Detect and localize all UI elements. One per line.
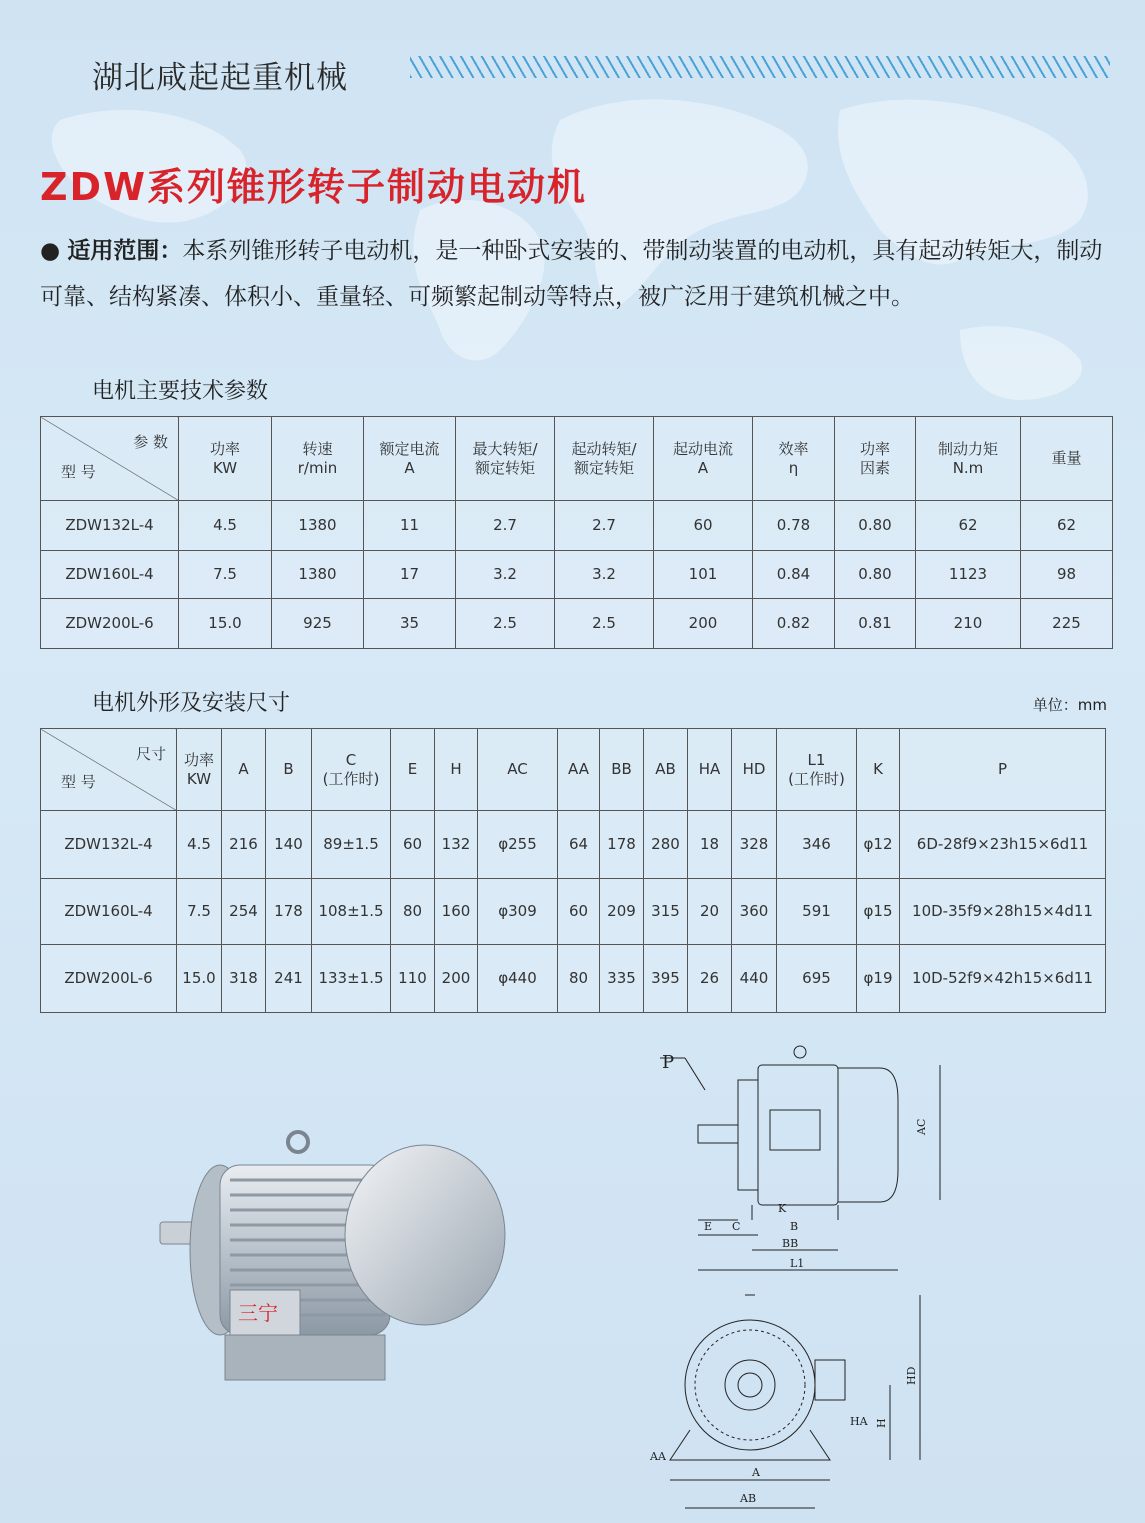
value-cell: 395: [644, 945, 688, 1013]
tech-header-cell: [1021, 417, 1113, 501]
label-B: B: [790, 1220, 799, 1233]
value-cell: 335: [600, 945, 644, 1013]
label-AB: AB: [740, 1492, 757, 1505]
label-A: A: [752, 1466, 760, 1479]
value-cell: 3.2: [555, 551, 654, 599]
tech-header-line2: 额定转矩: [573, 458, 634, 477]
tech-header-line1: 额定电流: [379, 439, 440, 458]
dim-header-line1: A: [238, 760, 249, 778]
corner-top-label: 尺寸: [135, 745, 166, 763]
model-cell: ZDW200L-6: [41, 599, 179, 649]
dim-header-line2: (工作时): [788, 769, 845, 788]
value-cell: φ255: [478, 811, 558, 879]
corner-top-label: 参 数: [133, 433, 168, 451]
value-cell: 80: [391, 879, 435, 945]
value-cell: 1380: [272, 501, 364, 551]
value-cell: 62: [916, 501, 1021, 551]
dim-header-cell: [391, 729, 435, 811]
dim-header-cell: [312, 729, 391, 811]
dim-header-line1: E: [407, 760, 418, 778]
tech-header-cell: [654, 417, 753, 501]
value-cell: 315: [644, 879, 688, 945]
value-cell: 2.7: [456, 501, 555, 551]
dim-header-cell: [857, 729, 900, 811]
value-cell: 0.80: [835, 501, 916, 551]
tech-header-line2: η: [788, 458, 799, 477]
value-cell: 210: [916, 599, 1021, 649]
dim-header-line1: 功率: [183, 750, 214, 769]
value-cell: 925: [272, 599, 364, 649]
model-cell: ZDW160L-4: [41, 879, 177, 945]
tech-header-line1: 功率: [209, 439, 240, 458]
value-cell: 60: [391, 811, 435, 879]
value-cell: 133±1.5: [312, 945, 391, 1013]
table-row: [41, 879, 1106, 945]
value-cell: 110: [391, 945, 435, 1013]
tech-header-line2: KW: [212, 458, 238, 477]
value-cell: 6D-28f9×23h15×6d11: [900, 811, 1106, 879]
value-cell: 318: [222, 945, 266, 1013]
value-cell: 2.5: [456, 599, 555, 649]
tech-header-cell: [272, 417, 364, 501]
dim-header-cell: [900, 729, 1106, 811]
tech-header-cell: [753, 417, 835, 501]
value-cell: 216: [222, 811, 266, 879]
value-cell: 98: [1021, 551, 1113, 599]
label-BB: BB: [782, 1237, 799, 1250]
tech-header-line1: 制动力矩: [937, 439, 998, 458]
label-L1: L1: [790, 1257, 805, 1270]
table-row: [41, 551, 1113, 599]
page-title: ZDW系列锥形转子制动电动机: [40, 165, 588, 209]
value-cell: 10D-35f9×28h15×4d11: [900, 879, 1106, 945]
intro-label: 适用范围：: [67, 238, 183, 264]
table-row: [41, 599, 1113, 649]
tech-header-line1: 最大转矩/: [472, 439, 538, 458]
value-cell: 346: [777, 811, 857, 879]
tech-header-cell: [179, 417, 272, 501]
value-cell: 695: [777, 945, 857, 1013]
tech-header-line1: 起动电流: [672, 439, 733, 458]
label-E: E: [704, 1220, 713, 1233]
label-HA: HA: [850, 1415, 868, 1428]
label-AA: AA: [650, 1450, 666, 1463]
dim-header-line1: L1: [807, 750, 826, 769]
dim-header-line1: HA: [698, 760, 721, 778]
dim-header-line2: (工作时): [322, 769, 380, 788]
table-row: [41, 501, 1113, 551]
value-cell: 140: [266, 811, 312, 879]
dim-header-cell: [478, 729, 558, 811]
value-cell: 7.5: [177, 879, 222, 945]
nameplate-text: 三宁: [238, 1301, 278, 1325]
value-cell: 7.5: [179, 551, 272, 599]
value-cell: 160: [435, 879, 478, 945]
value-cell: 440: [732, 945, 777, 1013]
value-cell: 3.2: [456, 551, 555, 599]
label-K: K: [778, 1202, 787, 1215]
tech-header-line2: N.m: [952, 458, 984, 477]
value-cell: 178: [266, 879, 312, 945]
value-cell: 280: [644, 811, 688, 879]
tech-table-heading: 电机主要技术参数: [92, 379, 269, 404]
tech-header-line2: A: [404, 458, 415, 477]
unit-label: 单位：mm: [1032, 696, 1107, 714]
value-cell: 60: [654, 501, 753, 551]
value-cell: φ12: [857, 811, 900, 879]
dim-header-line1: B: [283, 760, 294, 778]
corner-cell: [41, 729, 177, 811]
dim-table-heading: 电机外形及安装尺寸: [92, 691, 291, 716]
dim-header-cell: [222, 729, 266, 811]
value-cell: 15.0: [179, 599, 272, 649]
dim-header-line2: KW: [186, 769, 212, 788]
value-cell: 20: [688, 879, 732, 945]
dim-header-cell: [435, 729, 478, 811]
tech-header-line1: 重量: [1051, 449, 1082, 467]
dim-header-cell: [266, 729, 312, 811]
dim-header-cell: [732, 729, 777, 811]
value-cell: 2.5: [555, 599, 654, 649]
tech-header-cell: [456, 417, 555, 501]
value-cell: 17: [364, 551, 456, 599]
tech-header-cell: [835, 417, 916, 501]
tech-header-line1: 效率: [778, 439, 809, 458]
dim-header-line1: H: [450, 760, 462, 778]
value-cell: 15.0: [177, 945, 222, 1013]
value-cell: 1123: [916, 551, 1021, 599]
dim-header-cell: [600, 729, 644, 811]
value-cell: 64: [558, 811, 600, 879]
dim-header-line1: AB: [655, 760, 676, 778]
model-cell: ZDW132L-4: [41, 811, 177, 879]
model-cell: ZDW160L-4: [41, 551, 179, 599]
tech-header-line1: 转速: [302, 439, 333, 458]
tech-params-table: [40, 416, 1113, 649]
bullet-icon: ●: [40, 238, 61, 264]
label-H: H: [875, 1418, 888, 1428]
value-cell: 101: [654, 551, 753, 599]
dim-header-cell: [688, 729, 732, 811]
value-cell: 0.82: [753, 599, 835, 649]
value-cell: 2.7: [555, 501, 654, 551]
value-cell: 241: [266, 945, 312, 1013]
intro-text: 本系列锥形转子电动机，是一种卧式安装的、带制动装置的电动机，具有起动转矩大，制动可靠、结构紧凑、体积小、重量轻、可频繁起制动等特点，被广泛用于建筑机械之中。: [40, 238, 1103, 310]
dim-header-line1: C: [345, 750, 357, 769]
tech-header-line2: r/min: [297, 458, 338, 477]
value-cell: 4.5: [177, 811, 222, 879]
tech-header-cell: [555, 417, 654, 501]
corner-bottom-label: 型 号: [61, 773, 96, 791]
dim-header-cell: [558, 729, 600, 811]
value-cell: 60: [558, 879, 600, 945]
label-P: P: [662, 1052, 675, 1073]
value-cell: 11: [364, 501, 456, 551]
tech-header-line2: 额定转矩: [474, 458, 535, 477]
dim-header-line1: AC: [507, 760, 528, 778]
dim-header-line1: HD: [742, 760, 766, 778]
value-cell: 10D-52f9×42h15×6d11: [900, 945, 1106, 1013]
tech-header-line1: 起动转矩/: [571, 439, 637, 458]
value-cell: 200: [654, 599, 753, 649]
dim-header-line1: BB: [611, 760, 632, 778]
value-cell: 328: [732, 811, 777, 879]
value-cell: 35: [364, 599, 456, 649]
value-cell: 0.80: [835, 551, 916, 599]
value-cell: 591: [777, 879, 857, 945]
value-cell: φ440: [478, 945, 558, 1013]
value-cell: 62: [1021, 501, 1113, 551]
dim-header-line1: P: [997, 760, 1008, 778]
model-cell: ZDW132L-4: [41, 501, 179, 551]
tech-header-line1: 功率: [859, 439, 890, 458]
value-cell: 108±1.5: [312, 879, 391, 945]
intro-paragraph: [40, 228, 1115, 320]
value-cell: 18: [688, 811, 732, 879]
dim-header-cell: [644, 729, 688, 811]
dim-header-row: [41, 729, 1106, 811]
dimensions-table: [40, 728, 1106, 1013]
value-cell: 0.78: [753, 501, 835, 551]
value-cell: 360: [732, 879, 777, 945]
value-cell: 89±1.5: [312, 811, 391, 879]
value-cell: 178: [600, 811, 644, 879]
value-cell: 4.5: [179, 501, 272, 551]
dim-header-cell: [777, 729, 857, 811]
tech-header-row: [41, 417, 1113, 501]
value-cell: 0.81: [835, 599, 916, 649]
tech-header-line2: A: [697, 458, 709, 477]
dimension-diagram: [640, 1040, 960, 1510]
value-cell: 0.84: [753, 551, 835, 599]
dim-header-line1: AA: [568, 760, 589, 778]
model-cell: ZDW200L-6: [41, 945, 177, 1013]
value-cell: 225: [1021, 599, 1113, 649]
value-cell: 209: [600, 879, 644, 945]
tech-header-line2: 因素: [859, 458, 890, 477]
corner-cell: [41, 417, 179, 501]
label-AC: AC: [915, 1118, 928, 1135]
value-cell: 80: [558, 945, 600, 1013]
value-cell: 132: [435, 811, 478, 879]
table-row: [41, 811, 1106, 879]
value-cell: φ15: [857, 879, 900, 945]
value-cell: 1380: [272, 551, 364, 599]
tech-header-cell: [916, 417, 1021, 501]
label-C: C: [732, 1220, 741, 1233]
label-HD: HD: [905, 1366, 918, 1385]
table-row: [41, 945, 1106, 1013]
header-decoration: [410, 56, 1110, 78]
motor-photo: [150, 1120, 520, 1400]
value-cell: 200: [435, 945, 478, 1013]
value-cell: φ19: [857, 945, 900, 1013]
value-cell: 254: [222, 879, 266, 945]
company-name: 湖北咸起起重机械: [92, 60, 348, 96]
value-cell: 26: [688, 945, 732, 1013]
dim-header-line1: K: [873, 760, 883, 778]
value-cell: φ309: [478, 879, 558, 945]
tech-header-cell: [364, 417, 456, 501]
dim-header-cell: [177, 729, 222, 811]
corner-bottom-label: 型 号: [61, 463, 96, 481]
